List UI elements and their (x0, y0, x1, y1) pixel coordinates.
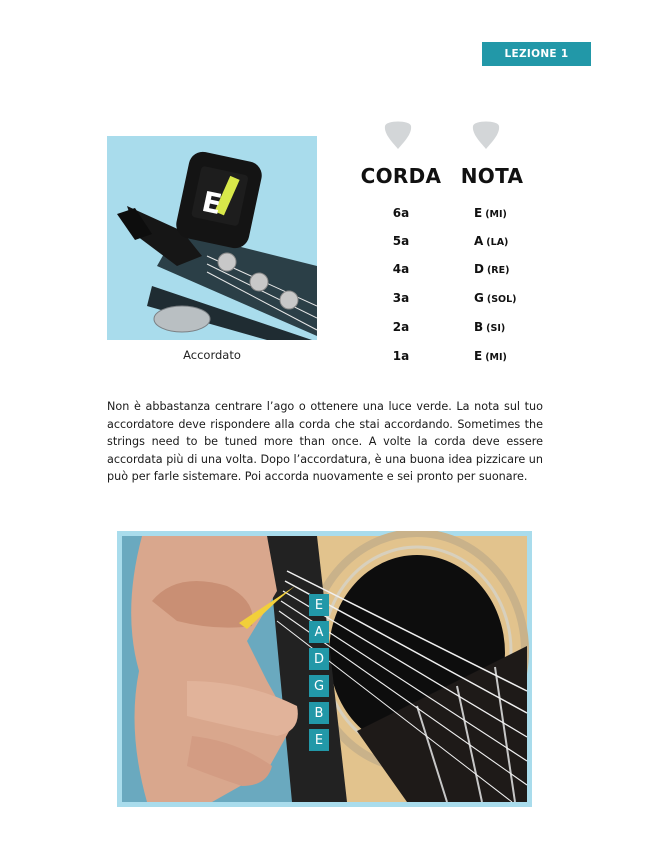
note-name: (MI) (485, 209, 507, 220)
note-name: (RE) (486, 265, 510, 276)
note-name: (SOL) (486, 294, 517, 305)
note-cell (474, 291, 517, 305)
note-name: (LA) (486, 237, 509, 248)
string-number: 5a (392, 234, 410, 248)
string-number: 6a (392, 206, 410, 220)
body-paragraph: Non è abbastanza centrare l’ago o ottenere una luce verde. La nota sul tuo accordatore deve rispondere alla corda che stai accordando. Sometimes the strings need to be tuned more than once. A volte la corda deve essere accordata più di una volta. Dopo l’accordatura, è una buona idea pizzicare un può per farle sistemare. Poi accorda nuovamente e sei pronto per suonare. (107, 400, 543, 484)
string-label: E (309, 729, 329, 751)
tuner-display-letter: E (198, 184, 225, 222)
note-letter: E (474, 349, 483, 363)
guitar-pick-icon (471, 118, 501, 150)
note-cell (474, 349, 507, 363)
column-header-nota: NOTA (460, 164, 524, 188)
note-name: (MI) (485, 352, 507, 363)
string-label: A (309, 621, 329, 643)
note-cell (474, 320, 505, 334)
string-label: E (309, 594, 329, 616)
tuner-photo (107, 136, 317, 340)
note-letter: A (474, 234, 484, 248)
note-name: (SI) (486, 323, 506, 334)
string-number: 3a (392, 291, 410, 305)
note-letter: G (474, 291, 484, 305)
string-number: 2a (392, 320, 410, 334)
string-label: D (309, 648, 329, 670)
note-letter: E (474, 206, 483, 220)
note-letter: D (474, 262, 484, 276)
lesson-badge: LEZIONE 1 (482, 42, 591, 66)
note-cell (474, 234, 508, 248)
guitar-pick-icon (383, 118, 413, 150)
column-header-corda: CORDA (360, 164, 442, 188)
note-cell (474, 206, 507, 220)
string-label: G (309, 675, 329, 697)
string-number: 1a (392, 349, 410, 363)
note-letter: B (474, 320, 484, 334)
string-number: 4a (392, 262, 410, 276)
note-cell (474, 262, 509, 276)
tuner-caption: Accordato (183, 348, 241, 362)
string-label: B (309, 702, 329, 724)
